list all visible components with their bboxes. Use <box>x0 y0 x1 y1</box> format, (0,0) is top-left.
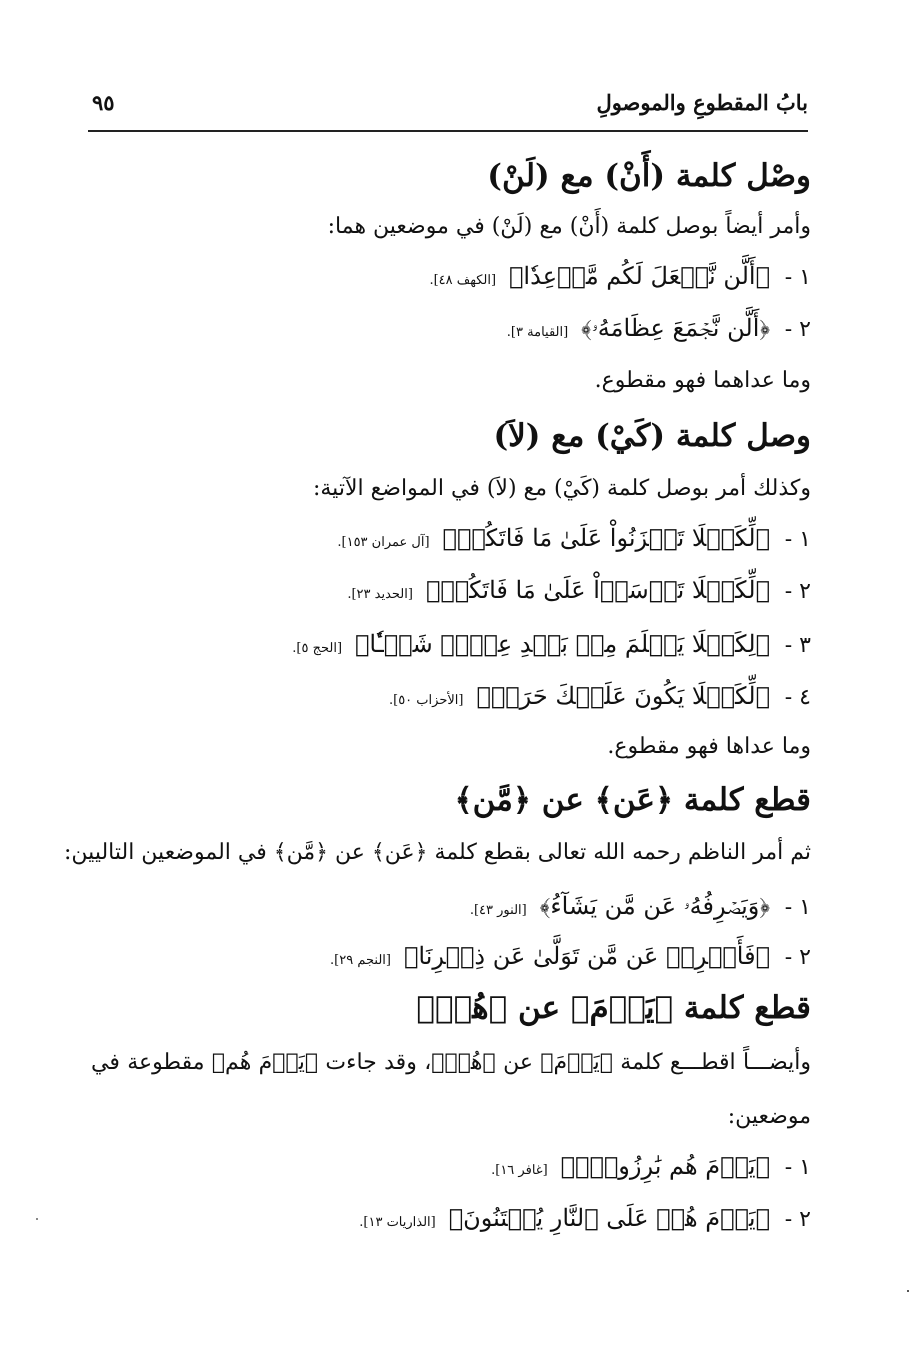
scan-speck <box>907 1290 909 1292</box>
quran-verse: ﴿يَوۡمَ هُمۡ عَلَى ٱلنَّارِ يُفۡتَنُونَ﴾ <box>448 1204 770 1232</box>
scan-speck <box>36 1218 38 1220</box>
paragraph: وما عداهما فهو مقطوع. <box>594 368 811 393</box>
list-item <box>91 942 811 970</box>
paragraph: وأمر أيضاً بوصل كلمة (أَنْ) مع (لَنْ) في موضعين هما: <box>327 214 811 239</box>
section-heading: وصل كلمة (كَيْ) مع (لاَ) <box>493 418 811 454</box>
paragraph: وأيضـــاً اقطـــع كلمة ﴿يَوۡمَ﴾ عن ﴿هُمۡ﴾، وقد جاءت ﴿يَوۡمَ هُم﴾ مقطوعة في <box>91 1050 811 1075</box>
paragraph: وما عداها فهو مقطوع. <box>607 734 811 759</box>
item-number: ١ - <box>784 527 811 552</box>
verse-reference: [الحديد ٢٣]. <box>347 587 413 602</box>
paragraph: ثم أمر الناظم رحمه الله تعالى بقطع كلمة ﴿عَن﴾ عن ﴿مَّن﴾ في الموضعين التاليين: <box>64 840 811 865</box>
paragraph: موضعين: <box>727 1104 811 1129</box>
quran-verse: ﴿لِّكَيۡلَا تَحۡزَنُواْ عَلَىٰ مَا فَاتَكُمۡ﴾ <box>442 524 770 552</box>
quran-verse: ﴿يَوۡمَ هُم بَٰرِزُونَۖ﴾ <box>560 1152 770 1180</box>
quran-verse: ﴿أَلَّن نَّجۡمَعَ عِظَامَهُۥ﴾ <box>581 314 770 342</box>
verse-reference: [الحج ٥]. <box>292 641 343 656</box>
list-item <box>91 524 811 552</box>
item-number: ٢ - <box>784 945 811 970</box>
section-heading: قطع كلمة ﴿عَن﴾ عن ﴿مَّن﴾ <box>454 782 811 818</box>
paragraph: وكذلك أمر بوصل كلمة (كَيْ) مع (لاَ) في المواضع الآتية: <box>312 476 811 501</box>
list-item <box>91 576 811 604</box>
item-number: ٣ - <box>784 633 811 658</box>
chapter-title: بابُ المقطوعِ والموصولِ <box>596 90 808 115</box>
quran-verse: ﴿لِّكَيۡلَا يَكُونَ عَلَيۡكَ حَرَجٞ﴾ <box>476 682 770 710</box>
running-header <box>88 86 808 132</box>
item-number: ١ - <box>784 895 811 920</box>
verse-reference: [القيامة ٣]. <box>506 325 569 340</box>
quran-verse: ﴿لِكَيۡلَا يَعۡلَمَ مِنۢ بَعۡدِ عِلۡمٖ شَيۡـٔٗا﴾ <box>355 630 770 658</box>
list-item <box>91 682 811 710</box>
verse-reference: [الأحزاب ٥٠]. <box>388 693 464 708</box>
list-item <box>91 1204 811 1232</box>
list-item <box>91 314 811 342</box>
item-number: ٢ - <box>784 317 811 342</box>
quran-verse: ﴿وَيَصۡرِفُهُۥ عَن مَّن يَشَآءُ﴾ <box>539 892 770 920</box>
item-number: ٤ - <box>784 685 811 710</box>
item-number: ٢ - <box>784 579 811 604</box>
list-item <box>91 1152 811 1180</box>
item-number: ١ - <box>784 1155 811 1180</box>
quran-verse: ﴿لِّكَيۡلَا تَأۡسَوۡاْ عَلَىٰ مَا فَاتَكُمۡ﴾ <box>425 576 770 604</box>
quran-verse: ﴿فَأَعۡرِضۡ عَن مَّن تَوَلَّىٰ عَن ذِكۡرِنَا﴾ <box>403 942 770 970</box>
item-number: ١ - <box>784 265 811 290</box>
list-item <box>91 262 811 290</box>
list-item <box>91 630 811 658</box>
verse-reference: [الكهف ٤٨]. <box>429 273 497 288</box>
verse-reference: [النور ٤٣]. <box>469 903 527 918</box>
item-number: ٢ - <box>784 1207 811 1232</box>
section-heading: وصْل كلمة (أَنْ) مع (لَنْ) <box>487 158 811 194</box>
list-item <box>91 892 811 920</box>
verse-reference: [الذاريات ١٣]. <box>359 1215 436 1230</box>
verse-reference: [غافر ١٦]. <box>491 1163 548 1178</box>
quran-verse: ﴿أَلَّن نَّجۡعَلَ لَكُم مَّوۡعِدٗا﴾ <box>509 262 770 290</box>
verse-reference: [النجم ٢٩]. <box>330 953 391 968</box>
verse-reference: [آل عمران ١٥٣]. <box>337 535 430 550</box>
section-heading: قطع كلمة ﴿يَوۡمَ﴾ عن ﴿هُمۡ﴾ <box>416 990 811 1026</box>
page-number: ٩٥ <box>92 90 115 115</box>
